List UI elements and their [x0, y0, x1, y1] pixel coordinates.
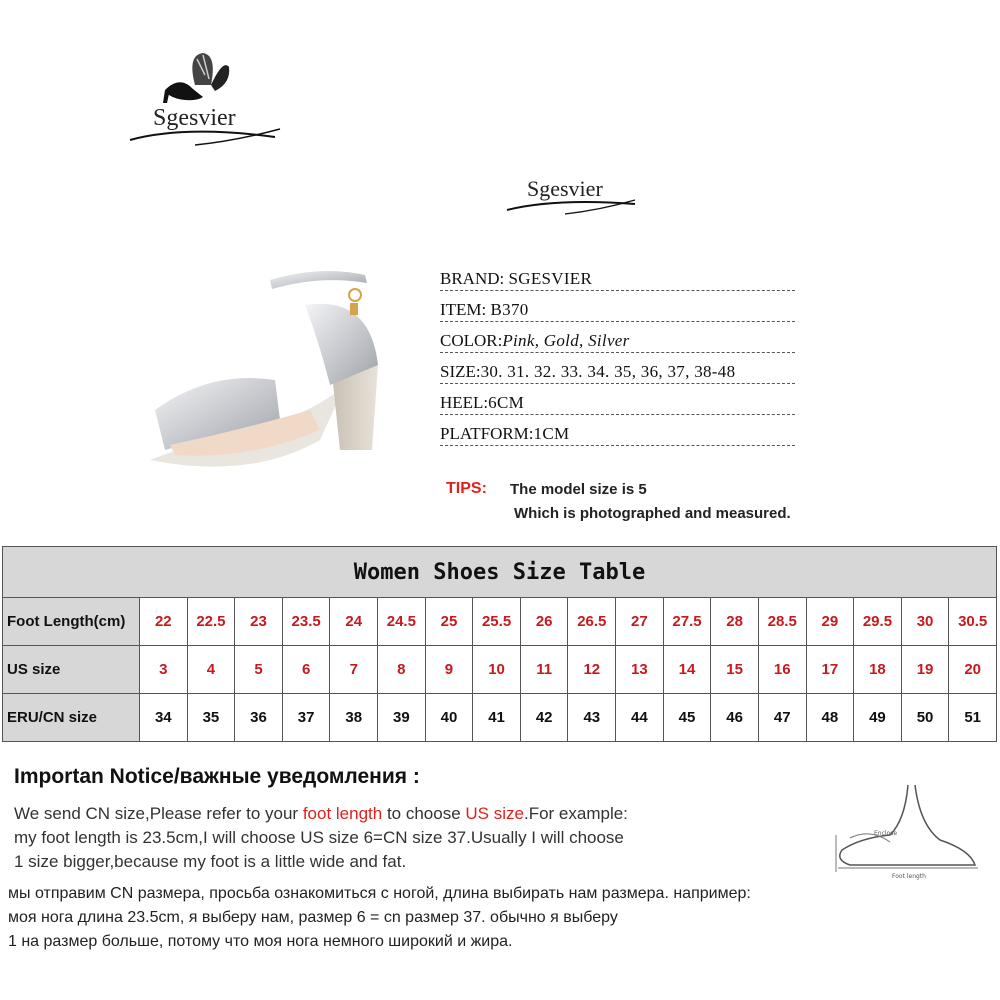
size-cell: 47: [758, 694, 806, 742]
spec-brand: BRAND: SGESVIER: [440, 268, 795, 291]
size-cell: 30.5: [949, 598, 997, 646]
tips-label: TIPS:: [446, 480, 487, 497]
spec-platform: PLATFORM:1CM: [440, 423, 795, 446]
size-row-foot-length: [3, 598, 997, 646]
size-cell: 28.5: [758, 598, 806, 646]
size-cell: 43: [568, 694, 616, 742]
size-cell: 3: [140, 646, 188, 694]
size-cell: 49: [854, 694, 902, 742]
brand-name: Sgesvier: [153, 105, 236, 131]
notice-en-line-2: my foot length is 23.5cm,I will choose US size 6=CN size 37.Usually I will choose: [14, 828, 624, 847]
size-cell: 30: [901, 598, 949, 646]
notice-ru-line-2: моя нога длина 23.5cm, я выберу нам, размер 6 = cn размер 37. обычно я выберу: [8, 909, 618, 926]
size-cell: 46: [711, 694, 759, 742]
size-cell: 41: [473, 694, 521, 742]
brand-name: Sgesvier: [527, 176, 603, 201]
size-cell: 24: [330, 598, 378, 646]
size-cell: 25.5: [473, 598, 521, 646]
size-cell: 23.5: [282, 598, 330, 646]
size-cell: 15: [711, 646, 759, 694]
foot-measure-diagram: [830, 780, 990, 890]
notice-ru-line-1: мы отправим CN размера, просьба ознакомиться с ногой, длина выбирать нам размера. например:: [8, 885, 751, 902]
size-table: [2, 546, 997, 742]
size-row-eu-cn: [3, 694, 997, 742]
size-cell: 22.5: [187, 598, 235, 646]
svg-text:Foot length: Foot length: [892, 873, 926, 880]
size-cell: 45: [663, 694, 711, 742]
size-cell: 34: [140, 694, 188, 742]
size-table-title-row: [3, 547, 997, 598]
size-cell: 7: [330, 646, 378, 694]
butterfly-heel-icon: [125, 45, 285, 155]
size-cell: 20: [949, 646, 997, 694]
size-cell: 36: [235, 694, 283, 742]
size-cell: 8: [378, 646, 426, 694]
size-cell: 4: [187, 646, 235, 694]
size-cell: 39: [378, 694, 426, 742]
size-cell: 40: [425, 694, 473, 742]
size-cell: 37: [282, 694, 330, 742]
spec-size: SIZE:30. 31. 32. 33. 34. 35, 36, 37, 38-48: [440, 361, 795, 384]
size-cell: 10: [473, 646, 521, 694]
size-cell: 14: [663, 646, 711, 694]
size-cell: 5: [235, 646, 283, 694]
size-cell: 13: [616, 646, 664, 694]
notice-en-line-1: We send CN size,Please refer to your foot length to choose US size.For example:: [14, 804, 628, 823]
size-cell: 51: [949, 694, 997, 742]
size-cell: 18: [854, 646, 902, 694]
row-label: Foot Length(cm): [3, 598, 140, 646]
tips-line-1: The model size is 5: [510, 481, 647, 498]
size-cell: 38: [330, 694, 378, 742]
size-cell: 24.5: [378, 598, 426, 646]
size-cell: 12: [568, 646, 616, 694]
size-cell: 29.5: [854, 598, 902, 646]
svg-text:Enclose: Enclose: [874, 830, 898, 837]
size-cell: 28: [711, 598, 759, 646]
notice-title: Importan Notice/важные уведомления :: [14, 765, 420, 788]
size-cell: 48: [806, 694, 854, 742]
size-row-us: [3, 646, 997, 694]
size-cell: 19: [901, 646, 949, 694]
size-cell: 27.5: [663, 598, 711, 646]
row-label: ERU/CN size: [3, 694, 140, 742]
foot-icon: [830, 780, 990, 890]
notice-ru-line-3: 1 на размер больше, потому что моя нога немного широкий и жира.: [8, 933, 513, 950]
size-cell: 6: [282, 646, 330, 694]
size-cell: 50: [901, 694, 949, 742]
size-cell: 16: [758, 646, 806, 694]
size-cell: 27: [616, 598, 664, 646]
size-table-title: Women Shoes Size Table: [3, 547, 997, 598]
spec-item: ITEM: B370: [440, 299, 795, 322]
notice-en-line-3: 1 size bigger,because my foot is a little wide and fat.: [14, 852, 407, 871]
size-cell: 26.5: [568, 598, 616, 646]
product-image-sandal: [130, 245, 400, 495]
size-cell: 26: [520, 598, 568, 646]
size-cell: 9: [425, 646, 473, 694]
size-cell: 44: [616, 694, 664, 742]
tips-line-2: Which is photographed and measured.: [514, 505, 791, 522]
size-cell: 11: [520, 646, 568, 694]
size-cell: 17: [806, 646, 854, 694]
size-cell: 42: [520, 694, 568, 742]
size-cell: 29: [806, 598, 854, 646]
size-cell: 35: [187, 694, 235, 742]
spec-color: COLOR:Pink, Gold, Silver: [440, 330, 795, 353]
size-cell: 25: [425, 598, 473, 646]
brand-logo-top: [125, 45, 285, 155]
brand-logo-mid: [505, 170, 640, 225]
size-cell: 22: [140, 598, 188, 646]
row-label: US size: [3, 646, 140, 694]
spec-heel: HEEL:6CM: [440, 392, 795, 415]
size-cell: 23: [235, 598, 283, 646]
